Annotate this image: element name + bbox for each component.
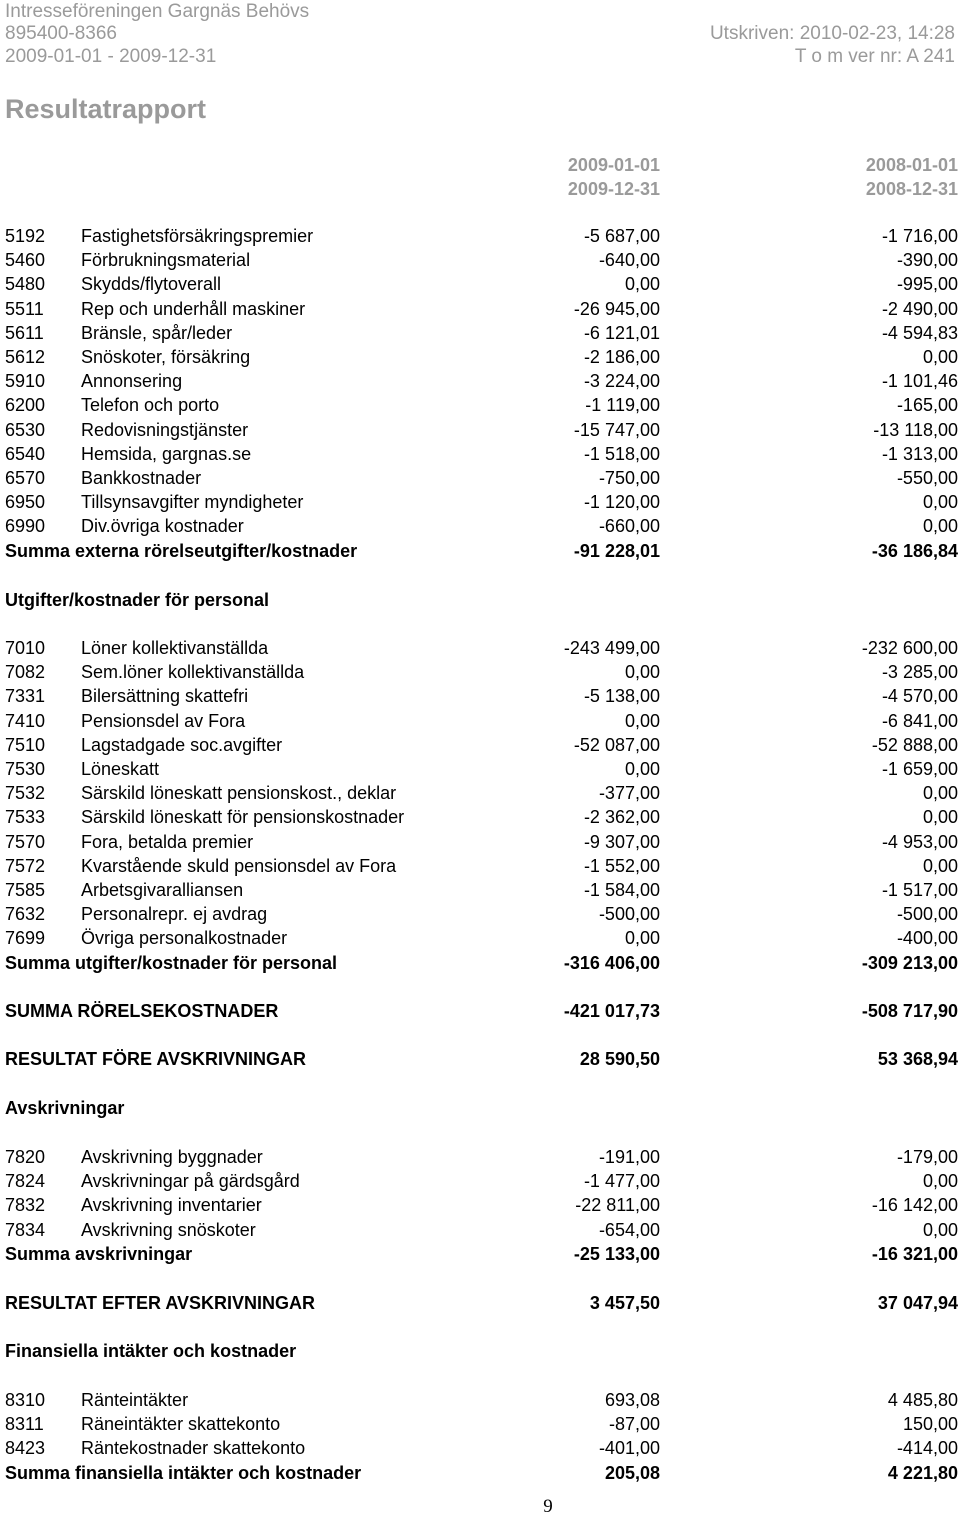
account-number: 7010 (5, 638, 46, 658)
current-year-value: -91 228,01 (573, 540, 660, 561)
table-row (0, 902, 960, 926)
current-year-value: -1 119,00 (585, 395, 660, 416)
account-number: 5910 (5, 371, 46, 392)
prior-year-value: -1 716,00 (881, 226, 958, 246)
current-year-value: 0,00 (624, 274, 660, 295)
prior-year-value: -1 659,00 (881, 759, 958, 779)
prior-year-value: 0,00 (922, 807, 958, 828)
current-year-value: -421 017,73 (563, 1001, 660, 1021)
current-year-value: -500,00 (598, 904, 660, 925)
table-row (0, 1169, 960, 1193)
result-after-depreciation-row (0, 1291, 960, 1315)
table-row (0, 297, 960, 321)
account-description: Summa finansiella intäkter och kostnader (5, 1462, 362, 1483)
account-description: Bränsle, spår/leder (81, 322, 233, 343)
section-heading: Utgifter/kostnader för personal (5, 590, 270, 610)
account-number: 7832 (5, 1195, 46, 1216)
report-title: Resultatrapport (5, 94, 207, 124)
account-number: 7331 (5, 686, 46, 707)
prior-year-value: 0,00 (922, 492, 958, 513)
account-description: Lagstadgade soc.avgifter (81, 734, 283, 755)
subtotal-row (0, 1242, 960, 1266)
current-period-to: 2009-12-31 (567, 179, 660, 199)
account-number: 8311 (5, 1414, 44, 1435)
account-number: 7820 (5, 1147, 46, 1167)
prior-year-value: -508 717,90 (861, 1001, 958, 1021)
prior-year-value: -179,00 (896, 1147, 958, 1167)
account-number: 8423 (5, 1438, 46, 1459)
account-description: Sem.löner kollektivanställda (81, 662, 305, 683)
table-row (0, 1145, 960, 1169)
account-number: 7632 (5, 904, 46, 925)
table-row (0, 1218, 960, 1242)
prior-year-value: -550,00 (896, 468, 958, 488)
current-year-value: -191,00 (598, 1147, 660, 1167)
current-year-value: 693,08 (604, 1390, 660, 1410)
table-row (0, 248, 960, 272)
account-description: Förbrukningsmaterial (81, 250, 251, 271)
prior-year-value: -1 517,00 (881, 880, 958, 900)
current-year-value: -22 811,00 (575, 1195, 660, 1216)
account-description: Summa externa rörelseutgifter/kostnader (5, 540, 358, 561)
account-number: 7572 (5, 855, 46, 876)
account-description: Hemsida, gargnas.se (81, 443, 252, 464)
prior-year-value: -995,00 (896, 274, 958, 295)
account-description: Avskrivning inventarier (81, 1195, 262, 1216)
account-description: Särskild löneskatt för pensionskostnader (81, 807, 405, 828)
account-description: Avskrivningar på gärdsgård (81, 1171, 300, 1192)
current-year-value: -2 186,00 (583, 347, 660, 367)
account-number: 7082 (5, 662, 46, 683)
prior-year-value: -4 594,83 (881, 322, 958, 343)
table-row (0, 1412, 960, 1436)
table-row (0, 490, 960, 514)
prior-year-value: -500,00 (896, 904, 958, 925)
table-row (0, 393, 960, 417)
current-year-value: -26 945,00 (573, 298, 660, 319)
current-year-value: -6 121,01 (583, 322, 660, 343)
account-description: Fora, betalda premier (81, 831, 254, 852)
account-description: Löner kollektivanställda (81, 638, 269, 658)
account-description: Summa utgifter/kostnader för personal (5, 952, 338, 973)
table-row (0, 442, 960, 466)
current-year-value: -640,00 (598, 250, 660, 271)
account-number: 5612 (5, 347, 46, 367)
account-description: Fastighetsförsäkringspremier (81, 226, 314, 246)
account-description: Redovisningstjänster (81, 419, 249, 440)
account-number: 5192 (5, 226, 46, 246)
prior-year-value: 4 221,80 (887, 1462, 958, 1483)
prior-year-value: -390,00 (896, 250, 958, 271)
table-row (0, 636, 960, 660)
prior-year-value: -1 313,00 (881, 443, 958, 464)
current-year-value: -1 477,00 (583, 1171, 660, 1192)
current-year-value: 0,00 (624, 759, 660, 779)
prior-year-value: -165,00 (896, 395, 958, 416)
account-description: Skydds/flytoverall (81, 274, 222, 295)
prior-year-value: -1 101,46 (881, 371, 958, 392)
current-period-from: 2009-01-01 (567, 155, 660, 175)
account-description: Div.övriga kostnader (81, 516, 244, 537)
table-row (0, 1193, 960, 1217)
table-row (0, 805, 960, 829)
account-number: 7532 (5, 783, 46, 804)
table-row (0, 321, 960, 345)
current-year-value: -660,00 (598, 516, 660, 537)
current-year-value: 0,00 (624, 928, 660, 949)
prior-year-value: -16 321,00 (871, 1243, 958, 1264)
current-year-value: -5 138,00 (583, 686, 660, 707)
account-description: Bilersättning skattefri (81, 686, 249, 707)
account-description: Avskrivning snöskoter (81, 1219, 256, 1240)
account-number: 5460 (5, 250, 46, 271)
current-year-value: -401,00 (598, 1438, 660, 1459)
table-row (0, 1436, 960, 1460)
table-row (0, 781, 960, 805)
account-number: 6540 (5, 443, 46, 464)
current-year-value: -9 307,00 (583, 831, 660, 852)
prior-year-value: 0,00 (922, 516, 958, 537)
account-number: 7530 (5, 759, 46, 779)
current-year-value: 0,00 (624, 662, 660, 683)
current-year-value: -1 518,00 (583, 443, 660, 464)
account-description: Telefon och porto (81, 395, 220, 416)
table-row (0, 514, 960, 538)
prior-year-value: -13 118,00 (873, 419, 958, 440)
prior-year-value: -6 841,00 (881, 710, 958, 731)
account-number: 5611 (5, 322, 44, 343)
current-year-value: -750,00 (598, 468, 660, 488)
current-year-value: -316 406,00 (563, 952, 660, 973)
prior-year-value: -3 285,00 (881, 662, 958, 683)
account-number: 7699 (5, 928, 46, 949)
version-number: T o m ver nr: A 241 (794, 46, 955, 67)
account-description: Bankkostnader (81, 468, 202, 488)
account-number: 7824 (5, 1171, 46, 1192)
table-row (0, 709, 960, 733)
account-number: 7585 (5, 880, 46, 900)
account-description: Rep och underhåll maskiner (81, 298, 306, 319)
table-row (0, 1388, 960, 1412)
current-year-value: 28 590,50 (579, 1049, 660, 1069)
report-period: 2009-01-01 - 2009-12-31 (5, 46, 217, 67)
prior-year-value: -52 888,00 (871, 734, 958, 755)
prior-year-value: 0,00 (922, 783, 958, 804)
account-number: 7410 (5, 710, 46, 731)
current-year-value: -3 224,00 (583, 371, 660, 392)
current-year-value: -87,00 (608, 1414, 660, 1435)
account-description: RESULTAT EFTER AVSKRIVNINGAR (5, 1293, 315, 1313)
prior-year-value: -232 600,00 (861, 638, 958, 658)
current-year-value: -377,00 (598, 783, 660, 804)
table-row (0, 272, 960, 296)
result-before-depreciation-row (0, 1047, 960, 1071)
prior-year-value: 0,00 (922, 1219, 958, 1240)
current-year-value: -2 362,00 (583, 807, 660, 828)
prior-period-to: 2008-12-31 (865, 179, 958, 199)
section-heading: Avskrivningar (5, 1098, 125, 1118)
prior-year-value: -4 570,00 (881, 686, 958, 707)
prior-year-value: -2 490,00 (881, 298, 958, 319)
current-year-value: -1 584,00 (583, 880, 660, 900)
prior-year-value: 0,00 (922, 1171, 958, 1192)
account-description: Övriga personalkostnader (81, 928, 288, 949)
prior-year-value: 0,00 (922, 347, 958, 367)
account-description: SUMMA RÖRELSEKOSTNADER (5, 1001, 279, 1021)
current-year-value: 3 457,50 (589, 1293, 660, 1313)
current-year-value: -5 687,00 (583, 226, 660, 246)
account-description: Pensionsdel av Fora (81, 710, 246, 731)
account-description: Annonsering (81, 371, 183, 392)
prior-year-value: -36 186,84 (871, 540, 958, 561)
account-number: 6200 (5, 395, 46, 416)
prior-period-from: 2008-01-01 (865, 155, 958, 175)
prior-year-value: -414,00 (896, 1438, 958, 1459)
account-description: Ränteintäkter (81, 1390, 189, 1410)
account-description: Tillsynsavgifter myndigheter (81, 492, 304, 513)
current-year-value: -243 499,00 (563, 638, 660, 658)
prior-year-value: -16 142,00 (871, 1195, 958, 1216)
account-description: Särskild löneskatt pensionskost., deklar (81, 783, 397, 804)
account-description: Avskrivning byggnader (81, 1147, 263, 1167)
current-year-value: -52 087,00 (573, 734, 660, 755)
prior-year-value: 53 368,94 (877, 1049, 958, 1069)
table-row (0, 830, 960, 854)
organization-number: 895400-8366 (5, 23, 117, 44)
subtotal-row (0, 1461, 960, 1485)
table-row (0, 757, 960, 781)
prior-year-value: 150,00 (902, 1414, 958, 1435)
account-description: Arbetsgivaralliansen (81, 880, 244, 900)
account-number: 6530 (5, 419, 46, 440)
current-year-value: -1 120,00 (583, 492, 660, 513)
account-description: Räneintäkter skattekonto (81, 1414, 281, 1435)
organization-name: Intresseföreningen Gargnäs Behövs (5, 1, 310, 22)
table-row (0, 345, 960, 369)
account-number: 8310 (5, 1390, 46, 1410)
prior-year-value: -400,00 (896, 928, 958, 949)
account-number: 7570 (5, 831, 46, 852)
account-number: 7834 (5, 1219, 46, 1240)
prior-year-value: 0,00 (922, 855, 958, 876)
section-heading: Finansiella intäkter och kostnader (5, 1341, 297, 1361)
account-description: Räntekostnader skattekonto (81, 1438, 306, 1459)
account-description: Snöskoter, försäkring (81, 347, 251, 367)
account-number: 6950 (5, 492, 46, 513)
table-row (0, 660, 960, 684)
subtotal-row (0, 539, 960, 563)
table-row (0, 466, 960, 490)
table-row (0, 369, 960, 393)
account-description: Personalrepr. ej avdrag (81, 904, 268, 925)
account-number: 6570 (5, 468, 46, 488)
prior-year-value: -309 213,00 (861, 952, 958, 973)
prior-year-value: 37 047,94 (877, 1293, 958, 1313)
table-row (0, 224, 960, 248)
prior-year-value: 4 485,80 (887, 1390, 958, 1410)
table-row (0, 418, 960, 442)
account-number: 5511 (5, 298, 44, 319)
printed-timestamp: Utskriven: 2010-02-23, 14:28 (709, 23, 955, 44)
total-operating-costs-row (0, 999, 960, 1023)
current-year-value: -1 552,00 (583, 855, 660, 876)
prior-year-value: -4 953,00 (881, 831, 958, 852)
account-description: Kvarstående skuld pensionsdel av Fora (81, 855, 397, 876)
account-description: RESULTAT FÖRE AVSKRIVNINGAR (5, 1049, 306, 1069)
table-row (0, 684, 960, 708)
account-number: 5480 (5, 274, 46, 295)
account-description: Löneskatt (81, 759, 160, 779)
current-year-value: -15 747,00 (573, 419, 660, 440)
current-year-value: -654,00 (598, 1219, 660, 1240)
page-number: 9 (543, 1496, 553, 1517)
current-year-value: 205,08 (604, 1462, 660, 1483)
account-number: 7510 (5, 734, 46, 755)
account-description: Summa avskrivningar (5, 1243, 193, 1264)
table-row (0, 854, 960, 878)
current-year-value: -25 133,00 (573, 1243, 660, 1264)
account-number: 6990 (5, 516, 46, 537)
table-row (0, 878, 960, 902)
subtotal-row (0, 951, 960, 975)
table-row (0, 733, 960, 757)
current-year-value: 0,00 (624, 710, 660, 731)
table-row (0, 926, 960, 950)
account-number: 7533 (5, 807, 46, 828)
